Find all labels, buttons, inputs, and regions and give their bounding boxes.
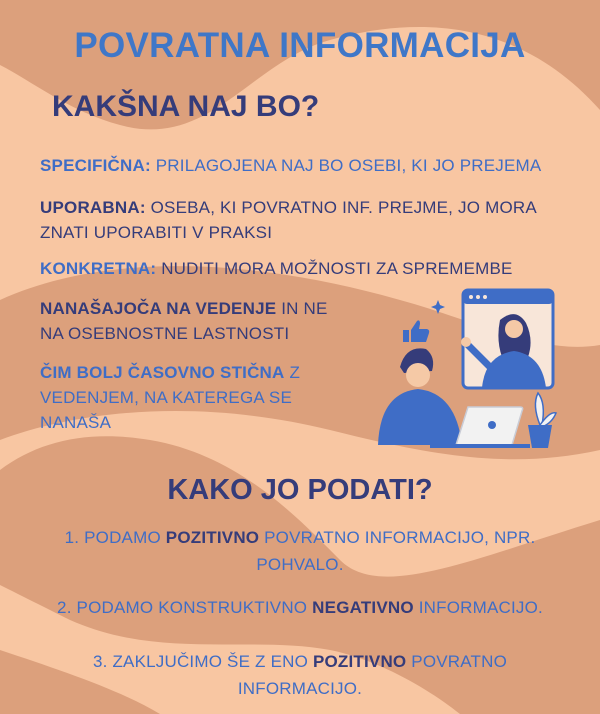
quality-label: NANAŠAJOČA NA VEDENJE — [40, 299, 277, 318]
quality-label: UPORABNA: — [40, 198, 146, 217]
quality-specific — [40, 153, 541, 178]
quality-label: ČIM BOLJ ČASOVNO STIČNA — [40, 363, 285, 382]
step-text: 1. PODAMO — [64, 528, 166, 547]
quality-text: IN NE NA OSEBNOSTNE LASTNOSTI — [40, 299, 328, 343]
step-emphasis: POZITIVNO — [165, 528, 260, 547]
step-3 — [30, 648, 570, 702]
video-call-icon — [370, 285, 570, 450]
quality-concrete — [40, 256, 513, 281]
quality-usable — [40, 195, 570, 245]
step-text: POVRATNO INFORMACIJO, NPR. POHVALO. — [256, 528, 536, 574]
quality-label: KONKRETNA: — [40, 259, 157, 278]
step-2 — [30, 594, 570, 621]
quality-text: Z VEDENJEM, NA KATEREGA SE NANAŠA — [40, 363, 301, 432]
step-1 — [30, 524, 570, 578]
step-emphasis: POZITIVNO — [312, 652, 407, 671]
quality-behaviour — [40, 296, 340, 346]
section-heading-how: KAKO JO PODATI? — [167, 474, 433, 506]
step-text: INFORMACIJO. — [413, 598, 543, 617]
step-text: 3. ZAKLJUČIMO ŠE Z ENO — [92, 652, 313, 671]
section-heading-qualities: KAKŠNA NAJ BO? — [52, 90, 320, 123]
step-text: 2. PODAMO KONSTRUKTIVNO — [57, 598, 313, 617]
step-text: POVRATNO INFORMACIJO. — [237, 652, 508, 698]
page-title: POVRATNA INFORMACIJA — [74, 26, 526, 65]
quality-text: NUDITI MORA MOŽNOSTI ZA SPREMEMBE — [156, 259, 513, 278]
step-emphasis: NEGATIVNO — [312, 598, 414, 617]
quality-text: OSEBA, KI POVRATNO INF. PREJME, JO MORA ZNATI UPORABITI V PRAKSI — [40, 198, 536, 242]
quality-label: SPECIFIČNA: — [40, 156, 151, 175]
quality-timely — [40, 360, 325, 435]
quality-text: PRILAGOJENA NAJ BO OSEBI, KI JO PREJEMA — [150, 156, 542, 175]
